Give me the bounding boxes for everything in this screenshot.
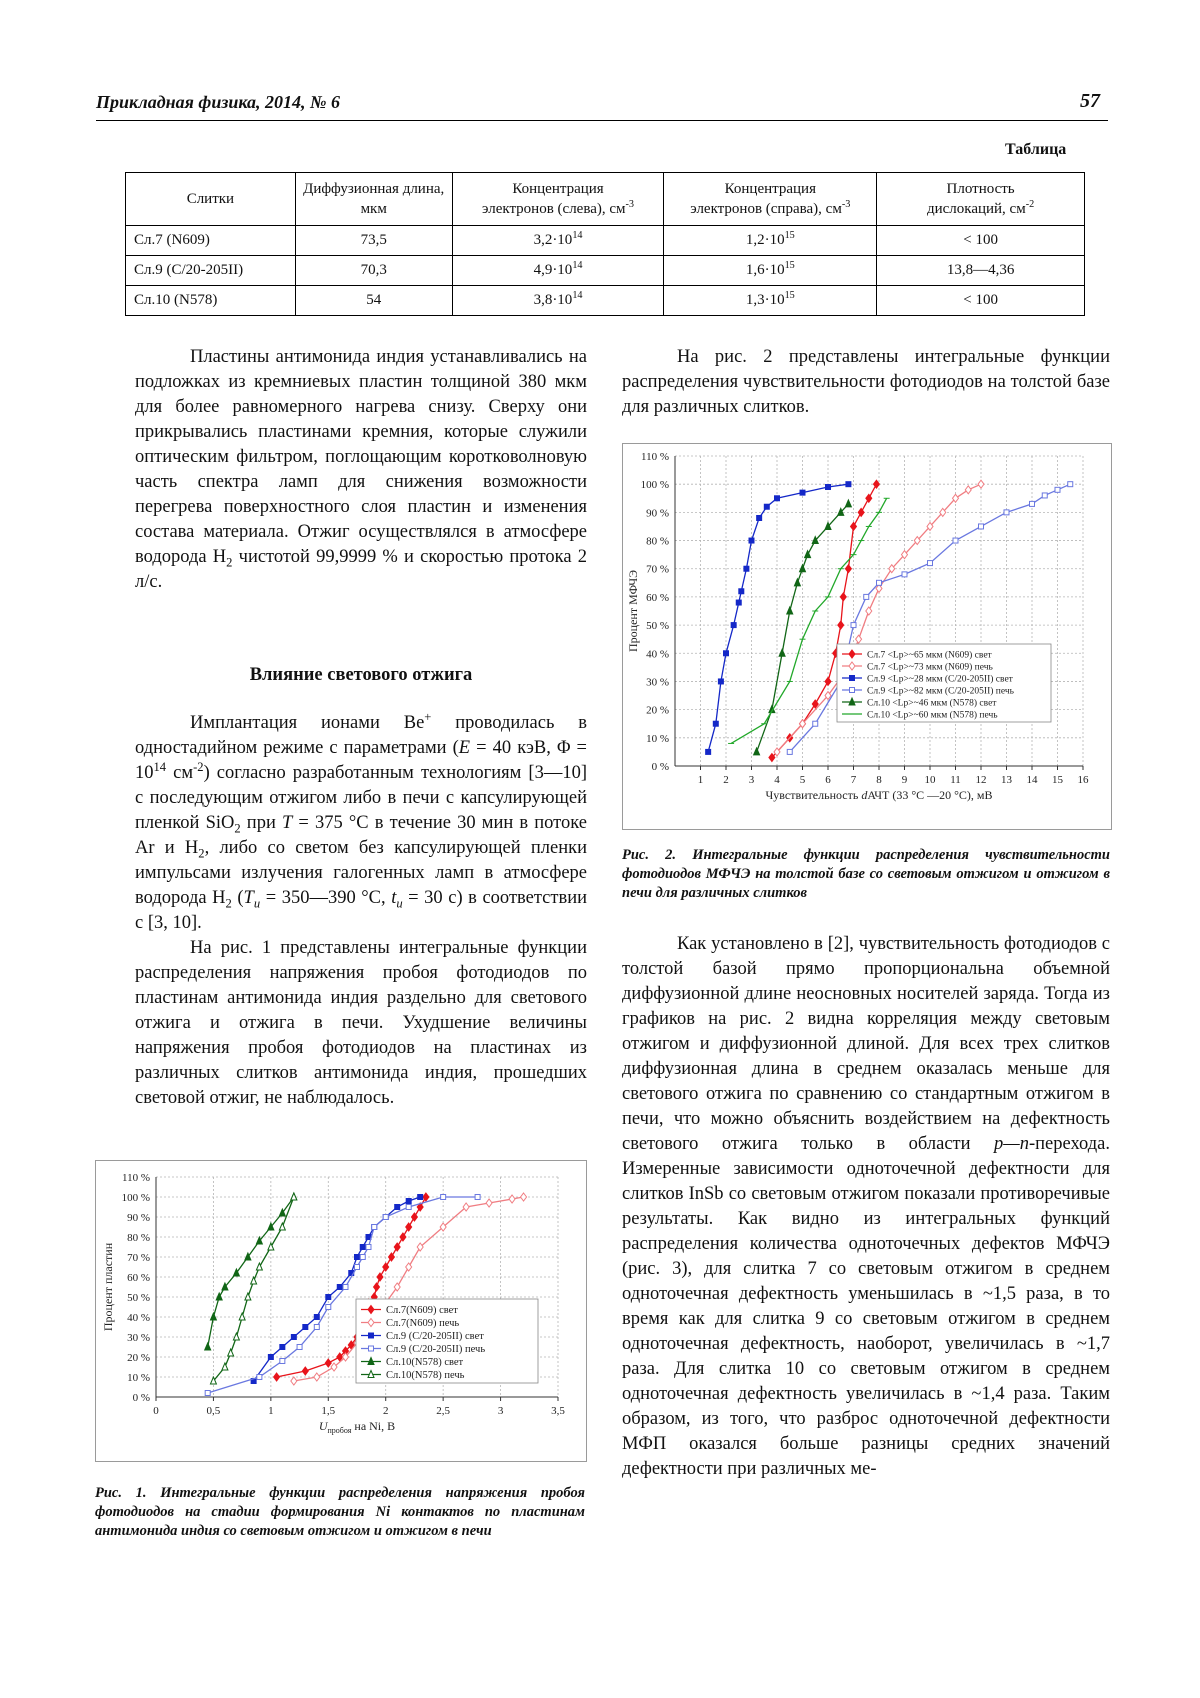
data-point xyxy=(280,1345,285,1350)
table-cell: Сл.9 (С/20-205II) xyxy=(126,256,296,286)
y-tick-label: 10 % xyxy=(646,732,669,745)
data-point xyxy=(731,623,736,628)
table-caption: Таблица xyxy=(1005,141,1067,158)
data-point xyxy=(965,486,971,494)
legend xyxy=(837,644,1051,722)
y-tick-label: 40 % xyxy=(646,648,669,661)
data-point xyxy=(274,1373,280,1381)
paragraph-implantation: Имплантация ионами Be+ проводилась в одностадийном режиме с параметрами (E = 40 кэВ, $\Phi = 10^{14}$ $см^{-2}$) согласно разработанным технологиям [3—10] с последующим отжигом либо в печи с капсулирующей пленкой SiO$_2$ при T = 375 °C в течение 30 мин в потоке Ar и $H_2$, либо со светом без капсулирующей пленки импульсами излучения галогенных ламп в атмосфере водорода $H_2$ ($T_u$ = 350—390 °C, $t_u = 30$ с) в соответствии с [3, 10]. На рис. 1 представлены интегральные функции распределения напряжения пробоя фотодиодов по пластинам антимонида индия раздельно для светового отжига и отжига в печи. Ухудшение величины напряжения пробоя фотодиодов на пластинах из различных слитков антимонида индия, прошедших световой отжиг, не наблюдалось. xyxy=(135,709,588,1108)
legend-label: Сл.7(N609) печь xyxy=(386,1318,460,1329)
data-point xyxy=(314,1325,319,1330)
x-tick-label: 8 xyxy=(876,774,882,786)
data-point xyxy=(486,1199,492,1207)
data-point xyxy=(845,500,851,507)
data-point xyxy=(302,1367,308,1375)
y-tick-label: 20 % xyxy=(646,704,669,717)
data-point xyxy=(406,1199,411,1204)
data-point xyxy=(509,1195,515,1203)
x-tick-label: 11 xyxy=(950,774,961,786)
data-point xyxy=(739,589,744,594)
data-point xyxy=(369,1346,374,1351)
data-point xyxy=(800,490,805,495)
data-point xyxy=(850,688,855,693)
data-point xyxy=(279,1223,285,1230)
table-cell: $1,6\cdot 10^{15}$ xyxy=(664,256,877,286)
data-point xyxy=(521,1193,527,1201)
data-point xyxy=(846,482,851,487)
data-point xyxy=(953,538,958,543)
y-tick-label: 110 % xyxy=(121,1172,150,1184)
table-cell: $1,2\cdot 10^{15}$ xyxy=(664,226,877,256)
figure-2-caption: Рис. 2. Интегральные функции распределения чувствительности фотодиодов МФЧЭ на толстой базе со световым отжигом и отжигом в печи для различных слитков xyxy=(622,847,1110,901)
y-tick-label: 60 % xyxy=(646,591,669,604)
legend-label: Сл.9 (С/20-205II) печь xyxy=(386,1344,486,1355)
data-point xyxy=(706,749,711,754)
page-number: 57 xyxy=(1080,90,1100,112)
x-tick-label: 16 xyxy=(1077,774,1089,786)
legend-label: Сл.10(N578) свет xyxy=(386,1357,464,1368)
x-tick-label: 6 xyxy=(825,774,831,786)
table-header-cell: Концентрация электронов (справа), $см^{-3}$ xyxy=(664,173,877,226)
header-divider xyxy=(96,120,1108,121)
table-header-cell: Слитки xyxy=(126,173,296,226)
data-point xyxy=(744,566,749,571)
data-point xyxy=(222,1363,228,1370)
data-point xyxy=(764,504,769,509)
data-point xyxy=(297,1345,302,1350)
y-tick-label: 90 % xyxy=(646,507,669,520)
series xyxy=(706,482,851,755)
data-point xyxy=(775,496,780,501)
x-tick-label: 2 xyxy=(382,1405,389,1417)
data-point xyxy=(395,1205,400,1210)
x-tick-label: 7 xyxy=(850,774,857,786)
y-tick-label: 90 % xyxy=(127,1212,150,1224)
data-point xyxy=(838,621,844,629)
data-point xyxy=(877,580,882,585)
legend-label: Сл.9 (С/20-205II) свет xyxy=(386,1331,484,1342)
table-header-row xyxy=(126,173,1085,226)
y-tick-label: 20 % xyxy=(127,1352,150,1364)
data-point xyxy=(979,524,984,529)
y-tick-label: 50 % xyxy=(127,1292,150,1304)
data-point xyxy=(326,1295,331,1300)
data-point xyxy=(374,1283,380,1291)
paragraph-fig2-intro: На рис. 2 представлены интегральные функции распределения чувствительности фотодиодов на толстой базе для различных слитков. xyxy=(622,347,1110,417)
table-cell: Сл.7 (N609) xyxy=(126,226,296,256)
y-tick-label: 30 % xyxy=(127,1332,150,1344)
data-point xyxy=(800,565,806,572)
data-point xyxy=(787,749,792,754)
data-point xyxy=(850,676,855,681)
data-point xyxy=(268,1355,273,1360)
table-cell: 54 xyxy=(295,286,452,316)
x-tick-label: 3,5 xyxy=(551,1405,565,1417)
data-point xyxy=(331,1363,337,1371)
data-point xyxy=(303,1325,308,1330)
x-tick-label: 9 xyxy=(901,774,908,786)
y-tick-label: 30 % xyxy=(646,676,669,689)
table-row xyxy=(126,286,1085,316)
data-point xyxy=(1042,493,1047,498)
data-point xyxy=(205,1343,211,1350)
y-tick-label: 100 % xyxy=(640,479,669,492)
y-tick-label: 100 % xyxy=(121,1192,150,1204)
data-point xyxy=(210,1313,216,1320)
legend xyxy=(356,1299,538,1383)
y-tick-label: 70 % xyxy=(127,1252,150,1264)
legend-label: Сл.9 <Lp>~28 мкм (С/20-205II) свет xyxy=(867,674,1013,685)
data-point xyxy=(757,516,762,521)
figure-1-chart xyxy=(96,1161,586,1461)
paragraph-discussion: Как установлено в [2], чувствительность фотодиодов с толстой базой прямо пропорциональна объемной диффузионной длине неосновных носителей заряда. Тогда из графиков на рис. 2 видна корреляция между световым отжигом и диффузионной длиной. Для всех трех слитков диффузионная длина в среднем оказалась меньше для светового отжига по сравнению со стандартным отжигом в печи, что можно объяснить воздействием на дефектность светового отжига только в области p—n-перехода. Измеренные зависимости одноточечной дефектности для слитков InSb со световым отжигом показали противоречивые результаты. Как видно из интегральных функций распределения количества одноточечных дефектов МФЧЭ (рис. 3), для слитка 7 со световым отжигом в среднем одноточечная дефектность уменьшилась в ~1,5 раза, в то время как для слитка 9 со световым отжигом в среднем одноточечная дефектность, наоборот, увеличилась в ~1,7 раза. Для слитка 10 со световым отжигом в среднем одноточечная дефектность увеличилась в ~1,4 раза. Таким образом, из того, что разброс одноточечной дефектности МФП оказался больше разницы средних значений дефектности при различных ме- xyxy=(622,934,1110,1479)
x-tick-label: 2,5 xyxy=(436,1405,451,1417)
legend-label: Сл.10(N578) печь xyxy=(386,1370,465,1381)
legend-label: Сл.7(N609) свет xyxy=(386,1305,458,1316)
data-point xyxy=(787,607,793,614)
figure-2-chart xyxy=(623,444,1111,829)
table-cell: $3,8\cdot 10^{14}$ xyxy=(452,286,664,316)
table-cell: 73,5 xyxy=(295,226,452,256)
legend-label: Сл.7 <Lp>~65 мкм (N609) свет xyxy=(867,650,992,661)
figure-2 xyxy=(622,443,1112,830)
data-point xyxy=(440,1223,446,1231)
data-point xyxy=(228,1349,234,1356)
x-tick-label: 0,5 xyxy=(206,1405,221,1417)
legend-label: Сл.10 <Lp>~60 мкм (N578) печь xyxy=(867,710,998,721)
x-tick-label: 1 xyxy=(268,1405,274,1417)
data-point xyxy=(383,1215,388,1220)
data-point xyxy=(291,1193,297,1200)
data-point xyxy=(1030,501,1035,506)
legend-label: Сл.10 <Lp>~46 мкм (N578) свет xyxy=(867,698,997,709)
data-point xyxy=(257,1375,262,1380)
data-point xyxy=(366,1245,371,1250)
data-point xyxy=(233,1333,239,1340)
journal-header: Прикладная физика, 2014, № 6 xyxy=(96,92,341,112)
data-point xyxy=(864,594,869,599)
table-cell: < 100 xyxy=(877,286,1085,316)
data-point xyxy=(291,1377,297,1385)
data-point xyxy=(749,538,754,543)
data-point xyxy=(251,1277,257,1284)
y-tick-label: 0 % xyxy=(132,1392,150,1404)
x-tick-label: 12 xyxy=(975,774,987,786)
y-tick-label: 80 % xyxy=(127,1232,150,1244)
y-tick-label: 80 % xyxy=(646,535,669,548)
y-axis-label: Процент пластин xyxy=(101,1242,115,1332)
data-point xyxy=(902,572,907,577)
y-tick-label: 70 % xyxy=(646,563,669,576)
x-axis-label: Чувствительность dАЧТ (33 °С —20 °С), мВ xyxy=(765,788,993,802)
x-tick-label: 1,5 xyxy=(321,1405,336,1417)
legend-label: Сл.9 <Lp>~82 мкм (С/20-205II) печь xyxy=(867,686,1014,697)
data-point xyxy=(724,651,729,656)
table-cell: $1,3\cdot 10^{15}$ xyxy=(664,286,877,316)
table-cell: $4,9\cdot 10^{14}$ xyxy=(452,256,664,286)
data-point xyxy=(866,607,872,615)
data-table xyxy=(125,172,1085,316)
data-point xyxy=(372,1225,377,1230)
x-axis-label: $U_{пробоя}$ на Ni, В xyxy=(318,1419,396,1435)
data-point xyxy=(779,649,785,656)
data-point xyxy=(1004,510,1009,515)
data-point xyxy=(406,1205,411,1210)
y-tick-label: 40 % xyxy=(127,1312,150,1324)
table-header-cell: Плотность дислокаций, $см^{-2}$ xyxy=(877,173,1085,226)
data-point xyxy=(239,1313,245,1320)
table-cell: < 100 xyxy=(877,226,1085,256)
data-point xyxy=(851,623,856,628)
data-point xyxy=(475,1195,480,1200)
data-point xyxy=(205,1391,210,1396)
table-row xyxy=(126,256,1085,286)
data-point xyxy=(856,635,862,643)
series-line xyxy=(208,1197,294,1347)
data-point xyxy=(840,593,846,601)
x-tick-label: 14 xyxy=(1026,774,1038,786)
x-tick-label: 15 xyxy=(1052,774,1063,786)
table-cell: Сл.10 (N578) xyxy=(126,286,296,316)
data-point xyxy=(463,1203,469,1211)
table-cell: $3,2\cdot 10^{14}$ xyxy=(452,226,664,256)
data-point xyxy=(355,1255,360,1260)
x-tick-label: 5 xyxy=(799,774,806,786)
section-title: Влияние светового отжига xyxy=(249,665,473,685)
data-point xyxy=(1055,487,1060,492)
table-header-cell: Диффузионная длина, мкм xyxy=(295,173,452,226)
data-point xyxy=(314,1315,319,1320)
data-point xyxy=(418,1195,423,1200)
data-point xyxy=(794,579,800,586)
y-axis-label: Процент МФЧЭ xyxy=(626,569,640,653)
data-point xyxy=(326,1305,331,1310)
data-point xyxy=(928,561,933,566)
y-tick-label: 10 % xyxy=(127,1372,150,1384)
data-point xyxy=(845,565,851,573)
series xyxy=(205,1193,297,1350)
data-point xyxy=(355,1265,360,1270)
figure-1-caption: Рис. 1. Интегральные функции распределения напряжения пробоя фотодиодов на стадии формирования Ni контактов по пластинам антимонида индия со световым отжигом и отжигом в печи xyxy=(95,1485,585,1539)
data-point xyxy=(813,721,818,726)
paragraph-substrates: Пластины антимонида индия устанавливались на подложках из кремниевых пластин толщиной 380 мкм для более равномерного нагрева снизу. Сверху они прикрывались пластинами кремния, которые служили оптическим фильтром, поглощающим коротковолновую часть спектра ламп для снижения возможности перегрева поверхностного слоя пластин и изменения состава материала. Отжиг осуществлялся в атмосфере водорода $H_2$ чистотой 99,9999 % и скоростью протока 2 л/с. xyxy=(135,347,587,592)
y-tick-label: 60 % xyxy=(127,1272,150,1284)
data-point xyxy=(325,1359,331,1367)
data-point xyxy=(736,600,741,605)
figure-1 xyxy=(95,1160,587,1462)
x-tick-label: 0 xyxy=(153,1405,159,1417)
data-point xyxy=(314,1373,320,1381)
data-point xyxy=(1068,482,1073,487)
data-point xyxy=(291,1335,296,1340)
table-cell: 70,3 xyxy=(295,256,452,286)
data-point xyxy=(718,679,723,684)
x-tick-label: 3 xyxy=(497,1405,504,1417)
x-tick-label: 4 xyxy=(774,774,780,786)
data-point xyxy=(441,1195,446,1200)
data-point xyxy=(754,748,760,755)
data-point xyxy=(360,1255,365,1260)
data-point xyxy=(360,1245,365,1250)
data-point xyxy=(280,1359,285,1364)
y-tick-label: 110 % xyxy=(640,451,669,463)
data-point xyxy=(369,1333,374,1338)
data-point xyxy=(245,1293,251,1300)
table-cell: 13,8—4,36 xyxy=(877,256,1085,286)
data-point xyxy=(826,485,831,490)
data-point xyxy=(337,1285,342,1290)
x-tick-label: 3 xyxy=(748,774,755,786)
data-point xyxy=(713,721,718,726)
table-header-cell: Концентрация электронов (слева), $см^{-3}$ xyxy=(452,173,664,226)
x-tick-label: 13 xyxy=(1001,774,1012,786)
data-point xyxy=(343,1285,348,1290)
x-tick-label: 10 xyxy=(924,774,936,786)
legend-label: Сл.7 <Lp>~73 мкм (N609) печь xyxy=(867,662,993,673)
y-tick-label: 0 % xyxy=(651,761,669,773)
data-point xyxy=(978,480,984,488)
x-tick-label: 1 xyxy=(697,774,704,786)
y-tick-label: 50 % xyxy=(646,620,669,633)
x-tick-label: 2 xyxy=(723,774,729,786)
table-row xyxy=(126,226,1085,256)
